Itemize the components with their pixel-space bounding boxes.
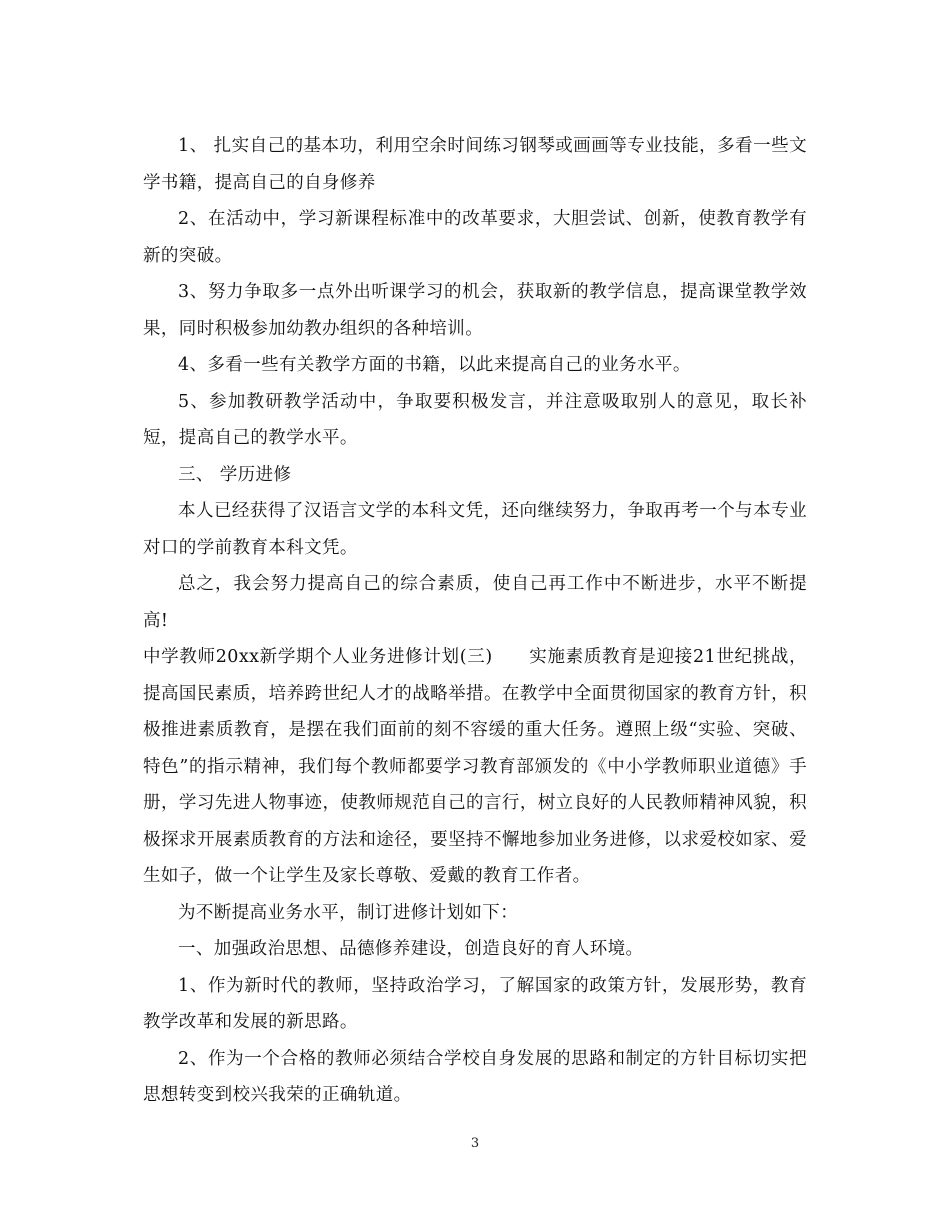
paragraph: 1、 扎实自己的基本功，利用空余时间练习钢琴或画画等专业技能，多看一些文学书籍，提高自己的自身修养: [143, 136, 807, 193]
page-number: 3: [470, 1136, 480, 1151]
paragraph: 为不断提高业务水平，制订进修计划如下：: [178, 902, 519, 923]
paragraph: 2、作为一个合格的教师必须结合学校自身发展的思路和制定的方针目标切实把思想转变到校兴我荣的正确轨道。: [143, 1048, 807, 1105]
section-heading: 三、 学历进修: [178, 464, 292, 485]
paragraph: 总之，我会努力提高自己的综合素质，使自己再工作中不断进步，水平不断提高!: [143, 574, 807, 631]
plan-title-paragraph: 中学教师20xx新学期个人业务进修计划(三) 实施素质教育是迎接21世纪挑战，提高国民素质，培养跨世纪人才的战略举措。在教学中全面贯彻国家的教育方针，积极推进素质教育，是摆在我们面前的刻不容缓的重大任务。遵照上级“实验、突破、特色”的指示精神，我们每个教师都要学习教育部颁发的《中小学教师职业道德》手册，学习先进人物事迹，使教师规范自己的言行，树立良好的人民教师精神风貌，积极探求开展素质教育的方法和途径，要坚持不懈地参加业务进修，以求爱校如家、爱生如子，做一个让学生及家长尊敬、爱戴的教育工作者。: [143, 647, 807, 886]
paragraph: 1、作为新时代的教师，坚持政治学习，了解国家的政策方针，发展形势，教育教学改革和发展的新思路。: [143, 975, 807, 1032]
paragraph: 4、多看一些有关教学方面的书籍，以此来提高自己的业务水平。: [178, 355, 691, 375]
section-heading: 一、加强政治思想、品德修养建设，创造良好的育人环境。: [178, 939, 644, 959]
document-body: [143, 128, 807, 1114]
paragraph: 2、在活动中，学习新课程标准中的改革要求，大胆尝试、创新，使教育教学有新的突破。: [143, 209, 807, 266]
paragraph: 5、参加教研教学活动中，争取要积极发言，并注意吸取别人的意见，取长补短，提高自己的教学水平。: [143, 391, 807, 448]
paragraph: 本人已经获得了汉语言文学的本科文凭，还向继续努力，争取再考一个与本专业对口的学前教育本科文凭。: [143, 501, 807, 558]
paragraph: 3、努力争取多一点外出听课学习的机会，获取新的教学信息，提高课堂教学效果，同时积极参加幼教办组织的各种培训。: [143, 282, 807, 339]
